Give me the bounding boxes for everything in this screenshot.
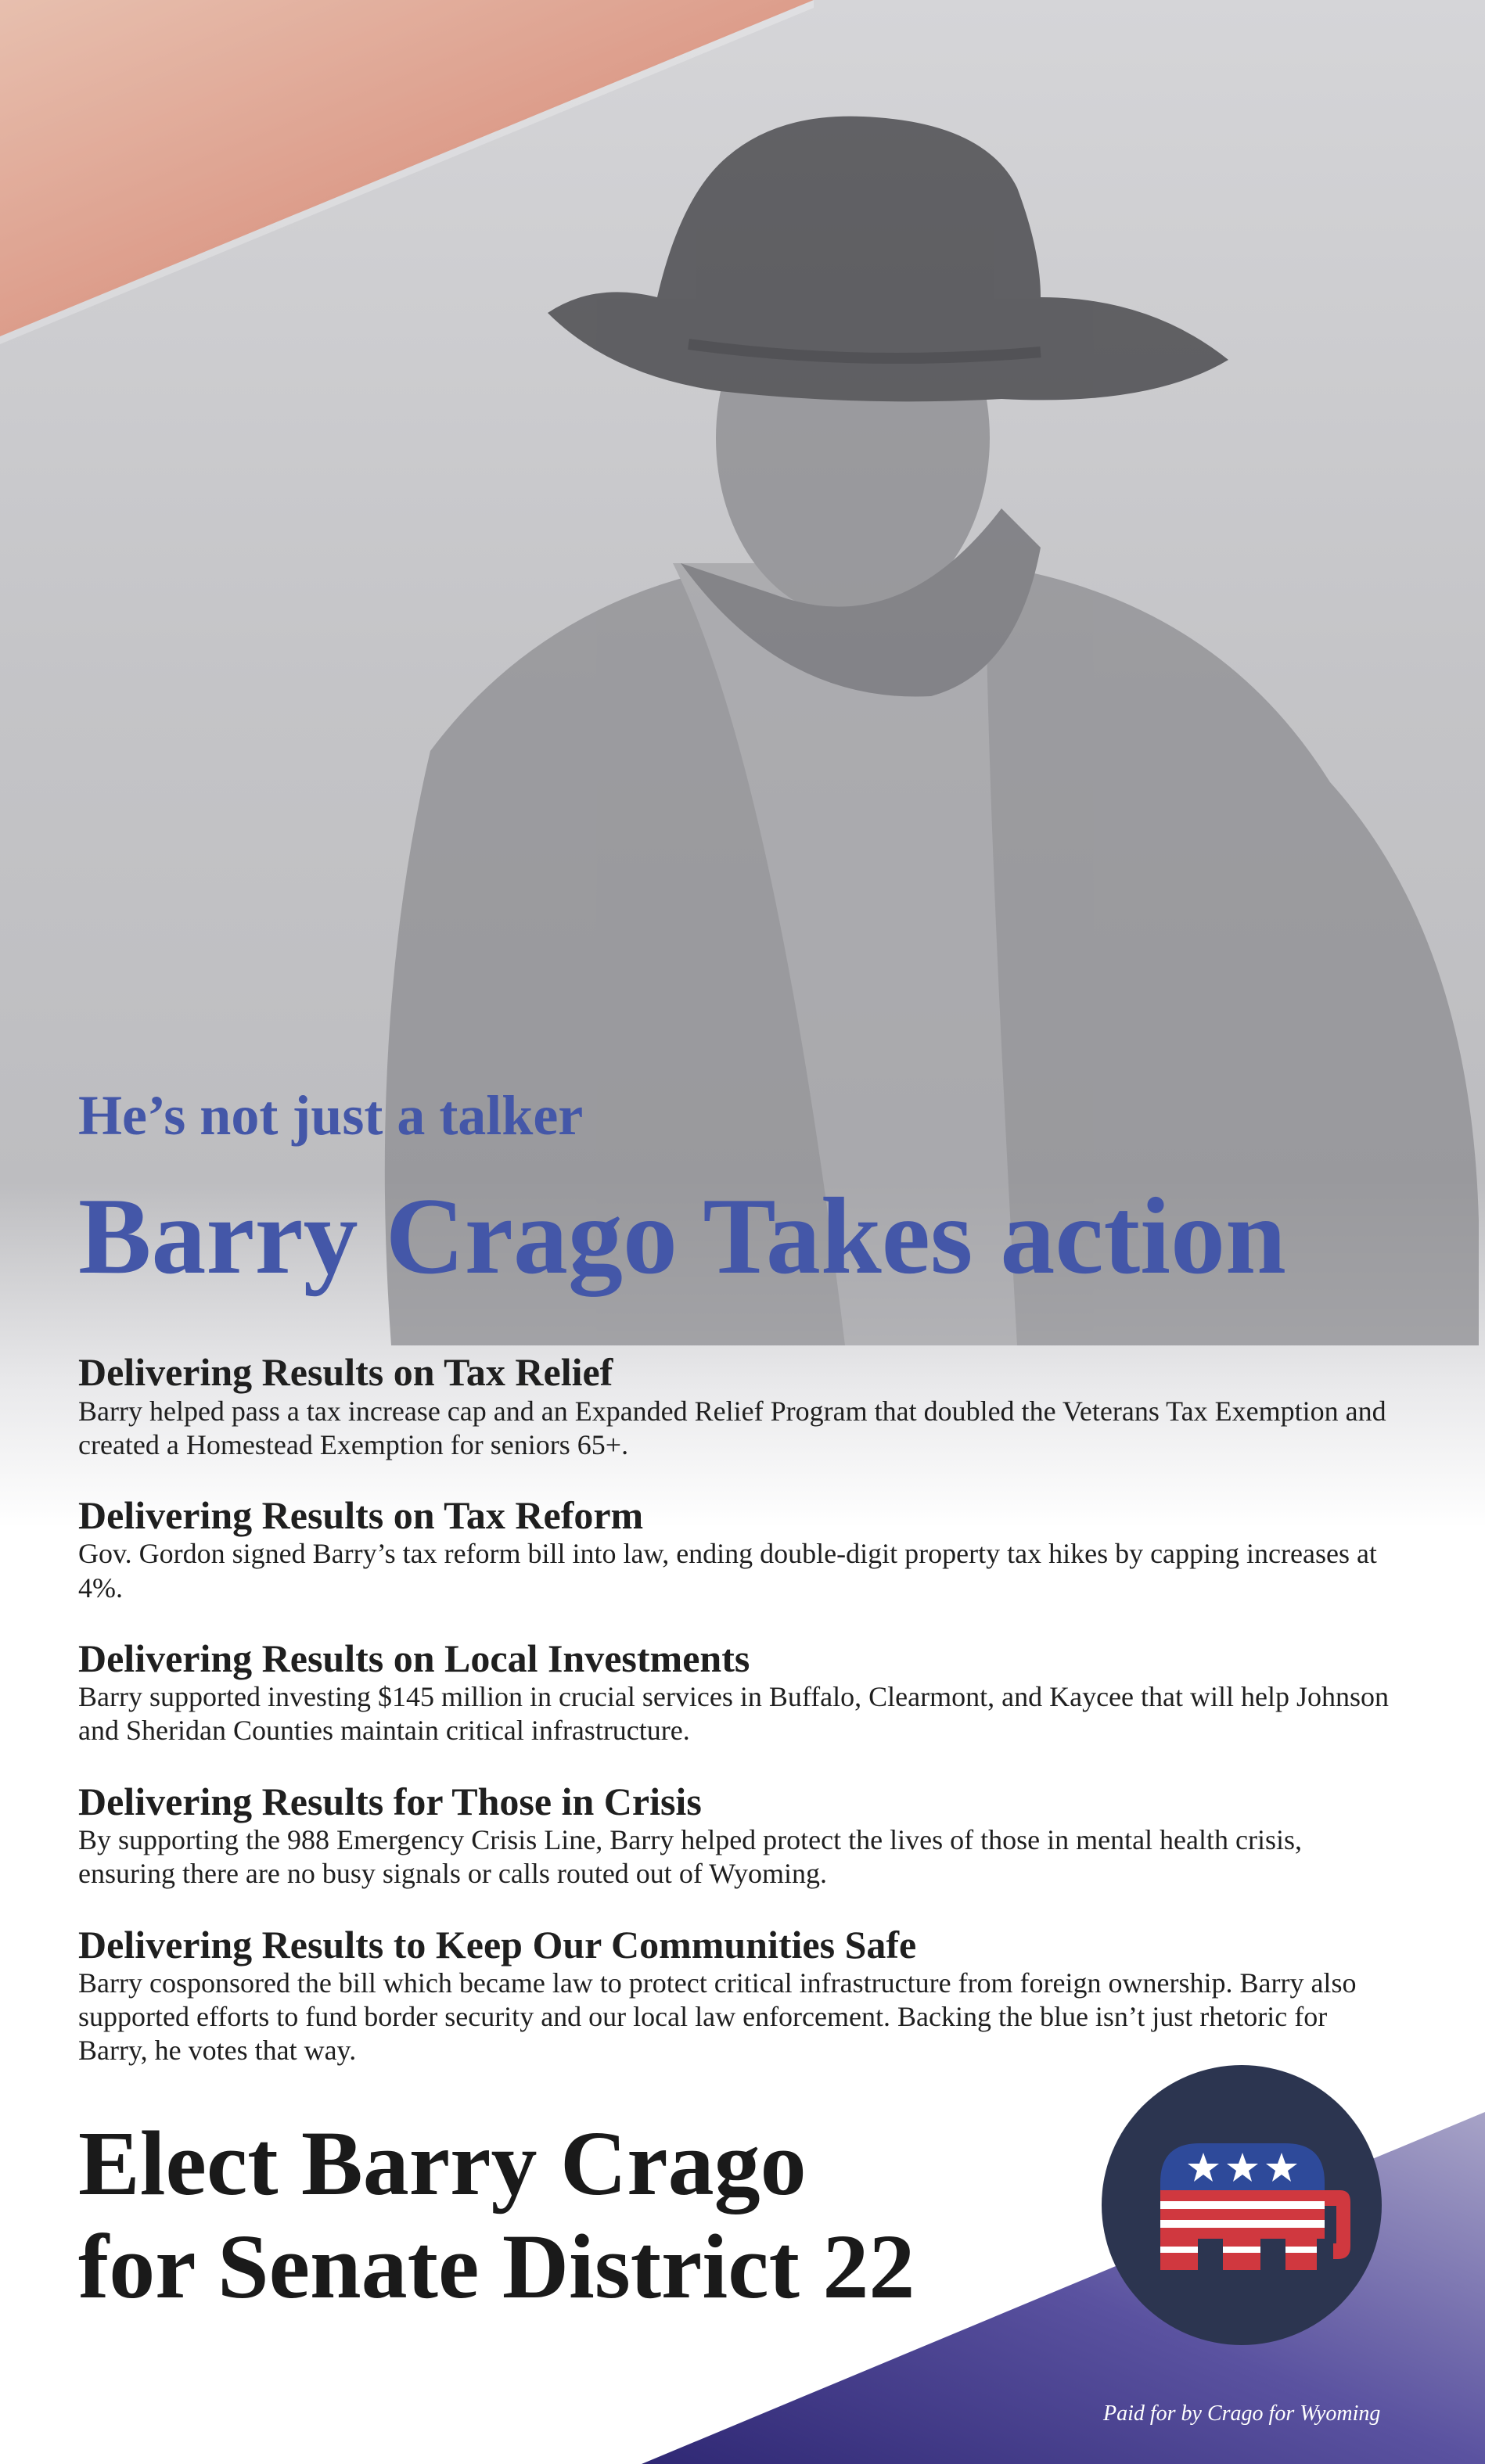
call-to-action-line1: Elect Barry Crago: [78, 2112, 807, 2214]
section-body: Gov. Gordon signed Barry’s tax reform bill into law, ending double-digit property tax hikes by capping increases at 4%.: [78, 1538, 1377, 1604]
section-heading: Delivering Results on Tax Relief: [78, 1350, 613, 1394]
section-heading: Delivering Results for Those in Crisis: [78, 1779, 702, 1823]
headline-title: Barry Crago Takes action: [78, 1176, 1286, 1297]
result-section: [78, 1492, 1401, 1605]
headline-subtitle: He’s not just a talker: [78, 1084, 584, 1147]
section-heading: Delivering Results on Tax Reform: [78, 1492, 644, 1537]
republican-elephant-icon: [1102, 2065, 1382, 2345]
section-body: Barry helped pass a tax increase cap and an Expanded Relief Program that doubled the Veterans Tax Exemption and created a Homestead Exemption for seniors 65+.: [78, 1395, 1386, 1460]
call-to-action-line2: for Senate District 22: [78, 2215, 915, 2319]
result-section: [78, 1638, 1401, 1748]
section-body: Barry supported investing $145 million in crucial services in Buffalo, Clearmont, and Kaycee that will help Johnson and Sheridan Counties maintain critical infrastructure.: [78, 1681, 1389, 1747]
result-section: [78, 1352, 1401, 1462]
section-heading: Delivering Results on Local Investments: [78, 1636, 750, 1680]
call-to-action: [78, 2112, 915, 2319]
result-section: [78, 1781, 1401, 1891]
paid-for-disclaimer: Paid for by Crago for Wyoming: [1103, 2401, 1381, 2426]
result-section: [78, 1924, 1401, 2068]
section-body: Barry cosponsored the bill which became law to protect critical infrastructure from foreign ownership. Barry also supported efforts to fund border security and our local law enforcement. Backing the blue isn’t just rhetoric for Barry, he votes that way.: [78, 1967, 1357, 2067]
section-body: By supporting the 988 Emergency Crisis Line, Barry helped protect the lives of those in mental health crisis, ensuring there are no busy signals or calls routed out of Wyoming.: [78, 1824, 1302, 1890]
results-list: [78, 1352, 1401, 2101]
section-heading: Delivering Results to Keep Our Communities Safe: [78, 1922, 917, 1967]
